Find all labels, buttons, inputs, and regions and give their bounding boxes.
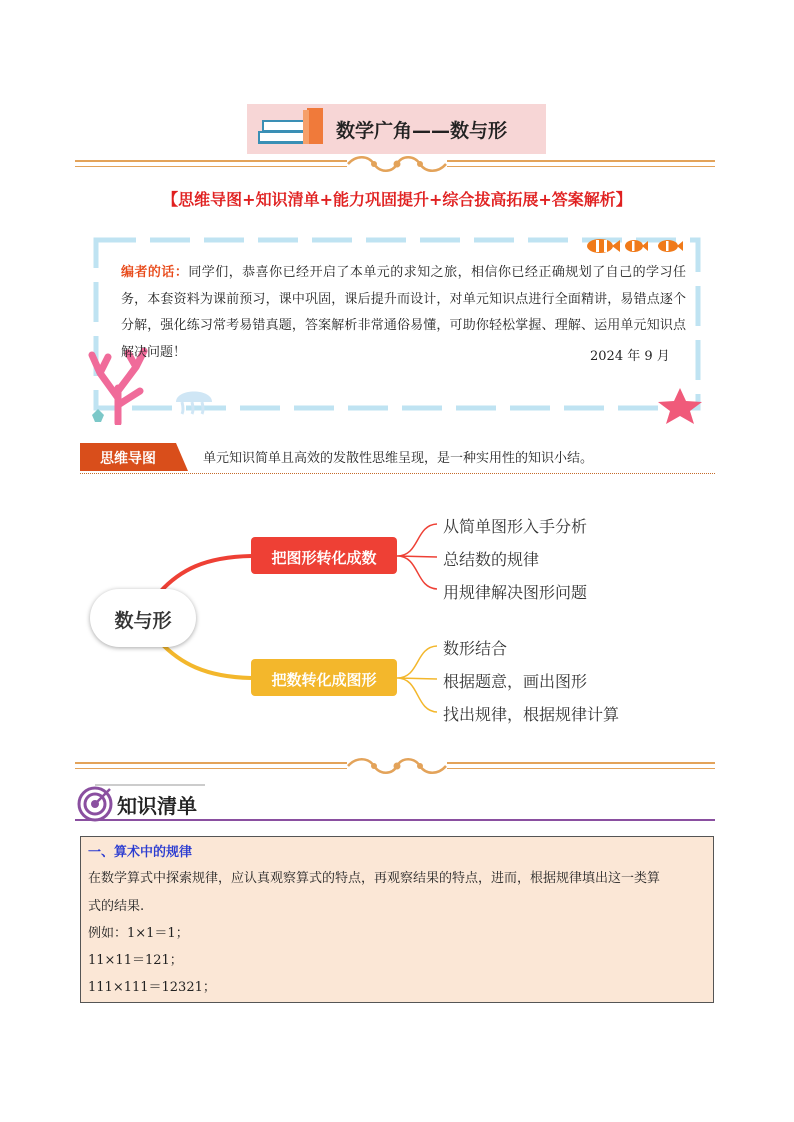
mind-map-leaf: 从简单图形入手分析: [443, 517, 588, 536]
mind-map-root-label: 数与形: [114, 610, 172, 632]
editor-note-date: 2024 年 9 月: [590, 349, 670, 364]
knowledge-line: 111×111＝12321；: [88, 980, 216, 995]
target-icon: [77, 786, 113, 822]
ornament-rule-right-thin: [447, 166, 715, 167]
mind-map-leaf: 找出规律，根据规律计算: [443, 705, 620, 724]
knowledge-line: 在数学算式中探索规律，应认真观察算式的特点，再观察结果的特点，进而，根据规律填出这一类算: [88, 871, 661, 886]
jellyfish-icon: [172, 384, 216, 416]
ornament-rule-left: [75, 762, 347, 764]
fish-icon: [582, 235, 702, 257]
page-title: 数学广角——数与形: [336, 120, 508, 142]
ornament-rule-right-thin: [447, 768, 715, 769]
scroll-ornament-icon: [344, 153, 450, 175]
mind-map-branch-2-label: 把数转化成图形: [271, 671, 377, 689]
editor-note-body: 同学们，恭喜你已经开启了本单元的求知之旅，相信你已经正确规划了自己的学习任务，本套资料为课前预习，课中巩固，课后提升而设计，对单元知识点进行全面精讲，易错点逐个分解，强化练习常考易错真题，答案解析非常通俗易懂，可助你轻松掌握、理解、运用单元知识点解决问题！: [121, 265, 686, 360]
mind-map-leaf: 总结数的规律: [443, 550, 540, 569]
ornament-rule-left-thin: [75, 166, 347, 167]
editor-note-label: 编者的话：: [121, 265, 189, 280]
section-divider: [80, 473, 715, 474]
knowledge-section-heading: 一、算术中的规律: [88, 845, 193, 860]
knowledge-line: 例如：1×1＝1；: [88, 926, 189, 941]
ornament-rule-left-thin: [75, 768, 347, 769]
mind-map-leaf: 数形结合: [443, 639, 508, 658]
ornament-rule-left: [75, 160, 347, 162]
knowledge-line: 11×11＝121；: [88, 953, 183, 968]
subtitle: 【思维导图+知识清单+能力巩固提升+综合拔高拓展+答案解析】: [162, 190, 632, 209]
mind-map-leaf: 用规律解决图形问题: [443, 583, 588, 602]
mind-map-leaf: 根据题意，画出图形: [443, 672, 588, 691]
starfish-icon: [654, 386, 706, 426]
ornament-rule-right: [447, 762, 715, 764]
mind-map-branch-1-label: 把图形转化成数: [271, 549, 377, 567]
knowledge-line: 式的结果.: [88, 899, 145, 914]
knowledge-list-title: 知识清单: [117, 794, 197, 818]
section-tab-label: 思维导图: [100, 451, 156, 467]
section-description: 单元知识简单且高效的发散性思维呈现，是一种实用性的知识小结。: [203, 451, 594, 466]
scroll-ornament-icon: [344, 755, 450, 777]
books-icon: [255, 106, 327, 150]
ornament-rule-right: [447, 160, 715, 162]
